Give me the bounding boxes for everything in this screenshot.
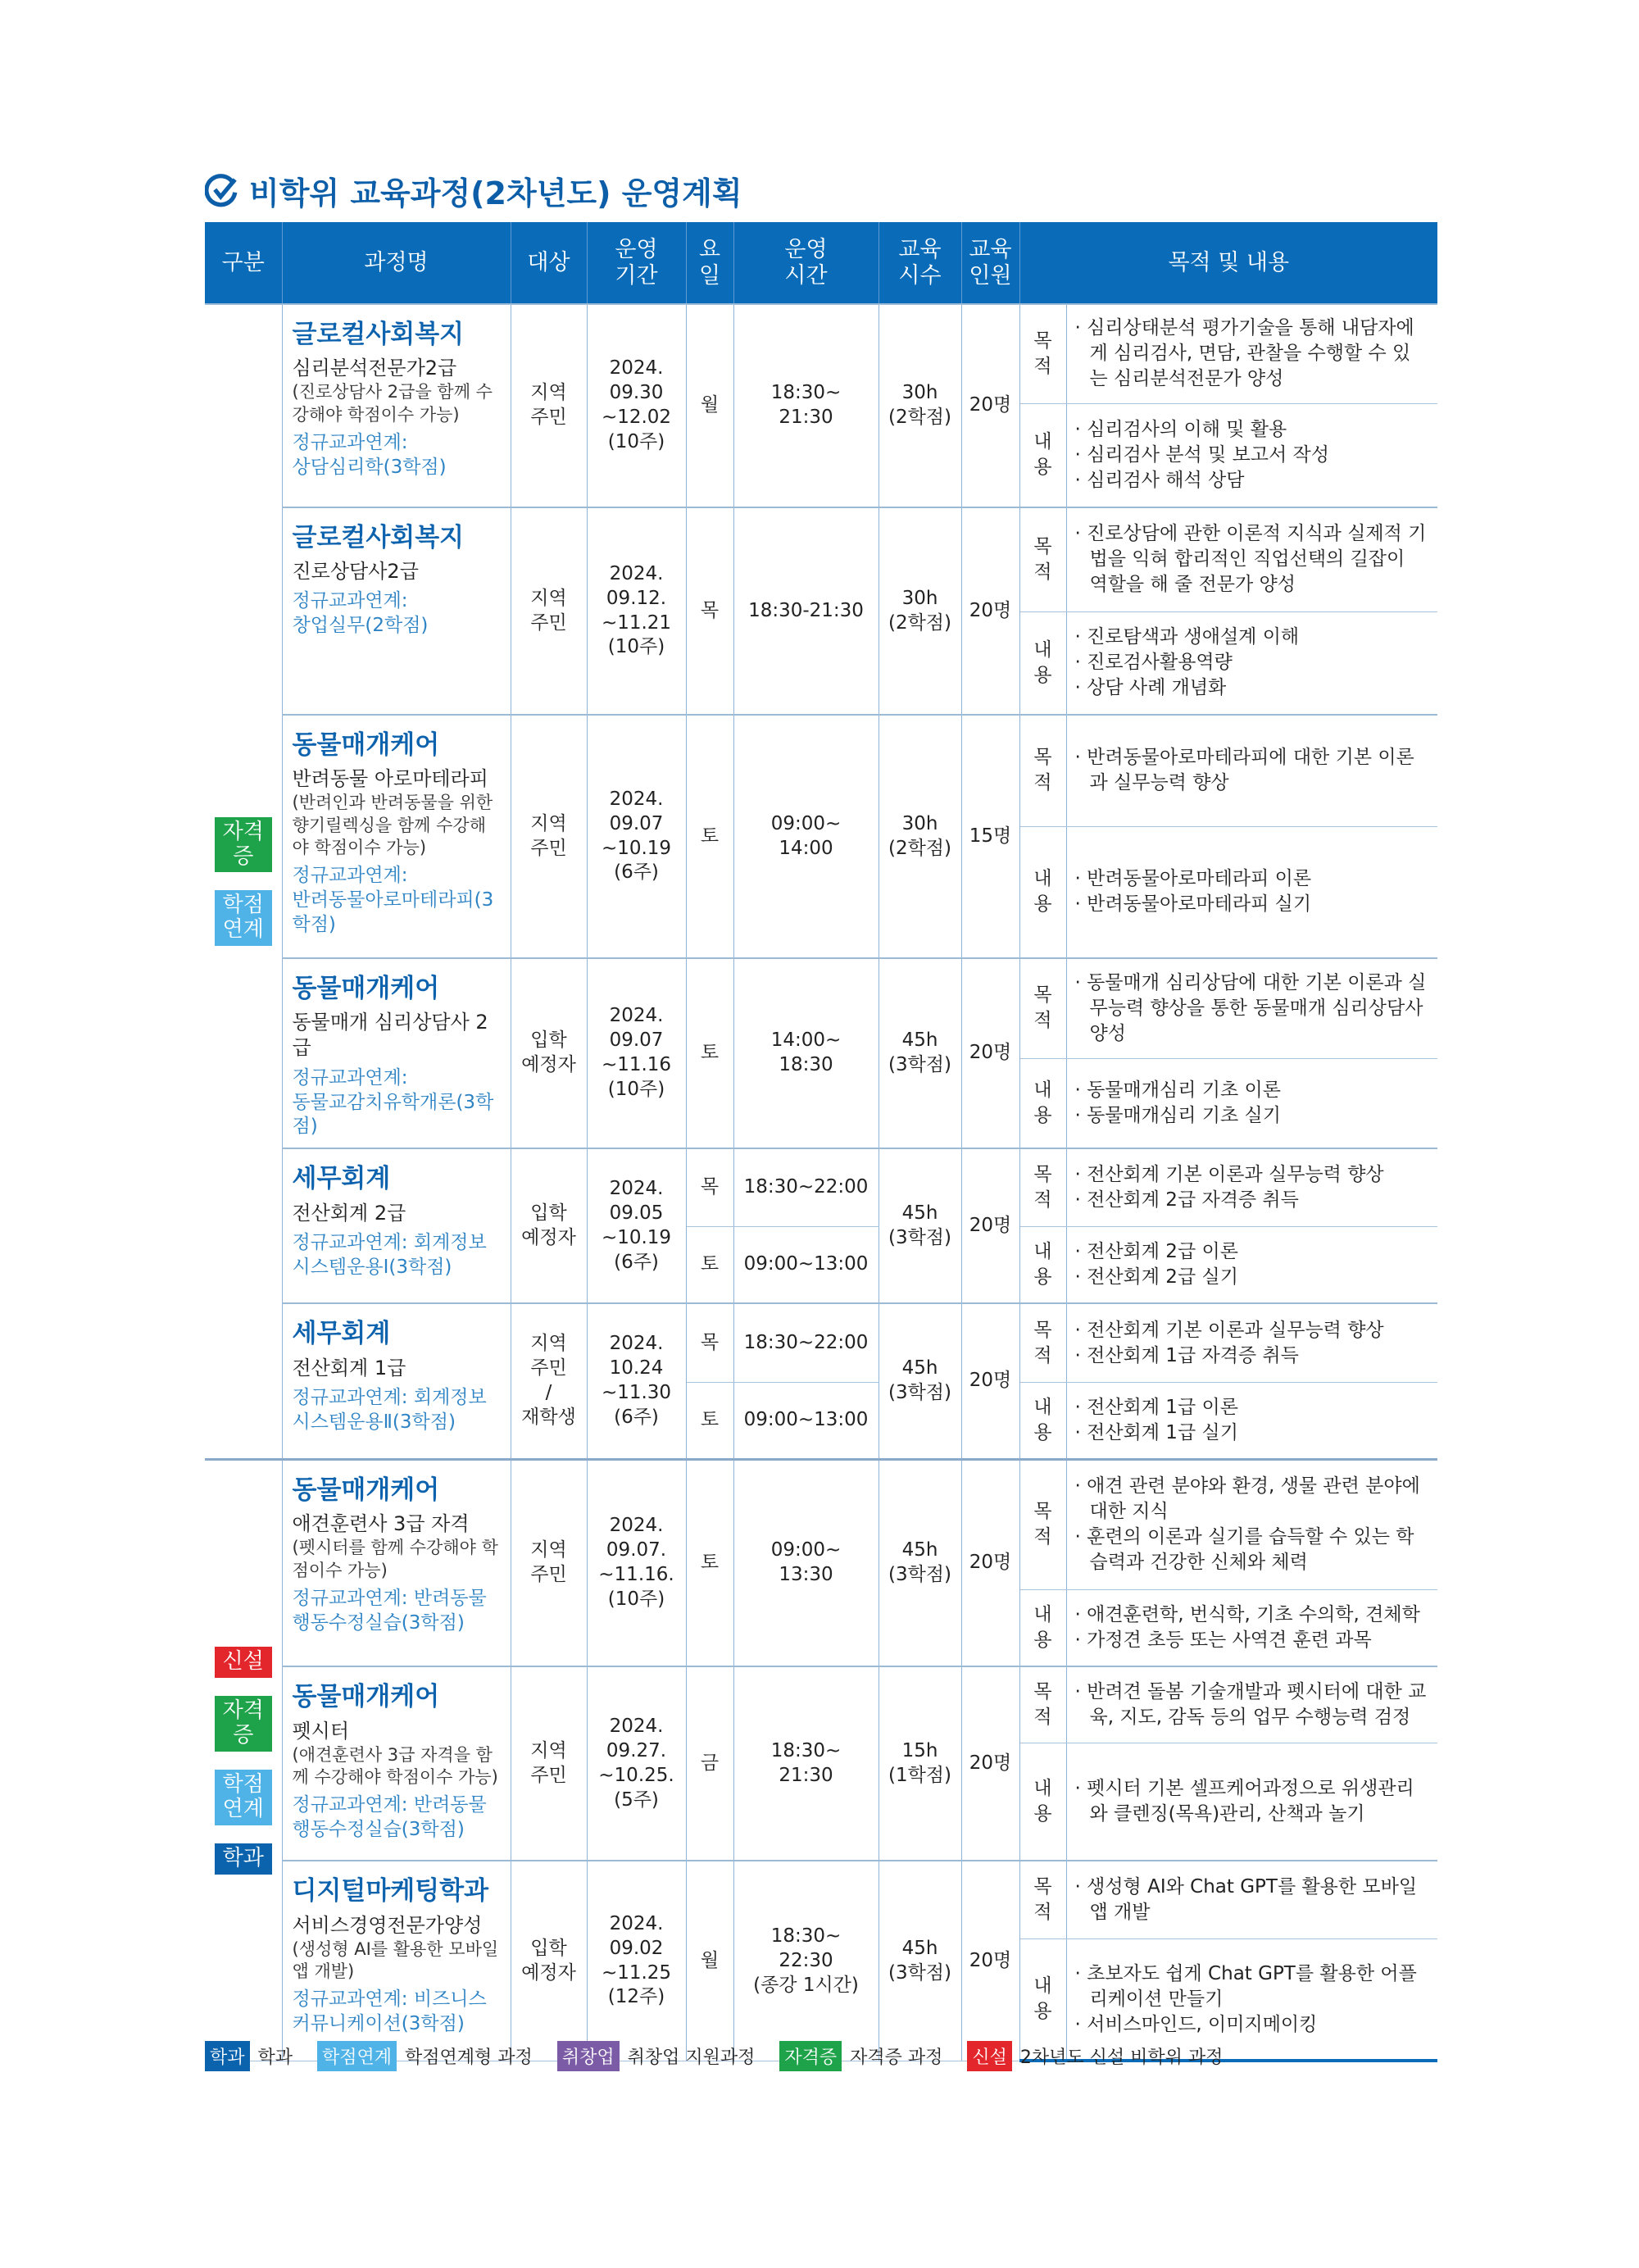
- hours-cell: 30h (2학점): [879, 304, 961, 507]
- column-header: 과정명: [282, 222, 511, 304]
- target-cell: 지역 주민: [511, 1459, 587, 1666]
- category-badges: [205, 1647, 282, 1874]
- content-item: · 반려동물아로마테라피 실기: [1075, 892, 1428, 917]
- purpose-content: [1066, 1148, 1437, 1226]
- course-subtitle: 펫시터: [292, 1719, 350, 1743]
- column-header: 운영 기간: [587, 222, 686, 304]
- people-cell: 15명: [961, 715, 1019, 958]
- period-cell: 2024. 09.12. ~11.21 (10주): [587, 507, 686, 715]
- purpose-content: [1066, 958, 1437, 1058]
- target-cell: 입학 예정자: [511, 958, 587, 1148]
- course-credit-link: 정규교과연계: 회계정보시스템운용Ⅱ(3학점): [292, 1386, 487, 1433]
- badge-학점연계: 학점 연계: [215, 890, 272, 946]
- purpose-label: 목 적: [1019, 507, 1066, 611]
- content-content: [1066, 403, 1437, 507]
- target-cell: 지역 주민: [511, 304, 587, 507]
- purpose-item: · 반려견 돌봄 기술개발과 펫시터에 대한 교육, 지도, 감독 등의 업무 수행능력 검정: [1075, 1679, 1428, 1730]
- purpose-item: · 심리상태분석 평가기술을 통해 내담자에게 심리검사, 면담, 관찰을 수행할 수 있는 심리분석전문가 양성: [1075, 316, 1428, 392]
- legend-text: 학점연계형 과정: [405, 2048, 533, 2068]
- content-content: [1066, 1058, 1437, 1148]
- content-label: 내 용: [1019, 403, 1066, 507]
- course-title: 글로컬사회복지: [292, 320, 465, 349]
- table-row: [205, 1666, 1437, 1743]
- course-note: (생성형 AI를 활용한 모바일앱 개발): [292, 1938, 499, 1982]
- purpose-item: · 전산회계 2급 자격증 취득: [1075, 1188, 1428, 1213]
- column-header: 운영 시간: [733, 222, 879, 304]
- course-credit-link: 정규교과연계: 창업실무(2학점): [292, 590, 429, 637]
- course-plan-table: [205, 222, 1437, 2062]
- people-cell: 20명: [961, 1861, 1019, 2061]
- course-name-cell: [282, 304, 511, 507]
- target-cell: 입학 예정자: [511, 1861, 587, 2061]
- column-header: 목적 및 내용: [1019, 222, 1437, 304]
- purpose-content: [1066, 507, 1437, 611]
- time-cell: 18:30~ 21:30: [733, 1666, 879, 1861]
- content-item: · 심리검사 분석 및 보고서 작성: [1075, 443, 1428, 468]
- purpose-label: 목 적: [1019, 1666, 1066, 1743]
- target-cell: 지역 주민: [511, 1666, 587, 1861]
- legend-badge: 학과: [205, 2041, 250, 2071]
- content-item: · 초보자도 쉽게 Chat GPT를 활용한 어플리케이션 만들기: [1075, 1961, 1428, 2012]
- content-item: · 반려동물아로마테라피 이론: [1075, 866, 1428, 892]
- day-cell: 토: [686, 715, 733, 958]
- hours-cell: 15h (1학점): [879, 1666, 961, 1861]
- course-title: 세무회계: [292, 1319, 391, 1349]
- content-label: 내 용: [1019, 826, 1066, 958]
- legend-badge: 취창업: [557, 2041, 620, 2071]
- purpose-item: · 전산회계 기본 이론과 실무능력 향상: [1075, 1162, 1428, 1188]
- content-content: [1066, 826, 1437, 958]
- course-credit-link: 정규교과연계: 반려동물아로마테라피(3학점): [292, 865, 494, 936]
- course-name-cell: [282, 715, 511, 958]
- table-row: [205, 1148, 1437, 1226]
- column-header: 교육 시수: [879, 222, 961, 304]
- content-item: · 전산회계 1급 실기: [1075, 1420, 1428, 1446]
- content-item: · 애견훈련학, 번식학, 기초 수의학, 견체학: [1075, 1602, 1428, 1628]
- content-item: · 전산회계 2급 이론: [1075, 1239, 1428, 1265]
- course-name-cell: [282, 1148, 511, 1303]
- purpose-item: · 전산회계 기본 이론과 실무능력 향상: [1075, 1318, 1428, 1343]
- day-cell: 월: [686, 1861, 733, 2061]
- purpose-label: 목 적: [1019, 1861, 1066, 1938]
- course-credit-link: 정규교과연계: 회계정보시스템운용Ⅰ(3학점): [292, 1231, 487, 1278]
- course-note: (반려인과 반려동물을 위한 향기릴렉싱을 함께 수강해야 학점이수 가능): [292, 793, 493, 858]
- content-item: · 가정견 초등 또는 사역견 훈련 과목: [1075, 1628, 1428, 1653]
- course-subtitle: 애견훈련사 3급 자격: [292, 1512, 470, 1536]
- purpose-content: [1066, 304, 1437, 403]
- purpose-label: 목 적: [1019, 304, 1066, 403]
- course-title: 세무회계: [292, 1164, 391, 1194]
- purpose-label: 목 적: [1019, 1303, 1066, 1382]
- badge-학과: 학과: [215, 1843, 272, 1875]
- period-cell: 2024. 09.02 ~11.25 (12주): [587, 1861, 686, 2061]
- category-badges: [205, 817, 282, 947]
- content-item: · 동물매개심리 기초 이론: [1075, 1078, 1428, 1103]
- purpose-content: [1066, 1459, 1437, 1589]
- check-circle-icon: [205, 174, 239, 208]
- course-name-cell: [282, 1303, 511, 1459]
- course-name-cell: [282, 958, 511, 1148]
- course-note: (펫시터를 함께 수강해야 학점이수 가능): [292, 1538, 498, 1580]
- legend-badge: 자격증: [779, 2041, 842, 2071]
- period-cell: 2024. 09.05 ~10.19 (6주): [587, 1148, 686, 1303]
- table-row: [205, 1459, 1437, 1589]
- page-title: [205, 168, 742, 213]
- legend-text: 취창업 지원과정: [627, 2048, 756, 2068]
- hours-cell: 45h (3학점): [879, 1303, 961, 1459]
- content-content: [1066, 1589, 1437, 1666]
- content-item: · 심리검사 해석 상담: [1075, 468, 1428, 493]
- table-header: [205, 222, 1437, 304]
- time-cell: 09:00~13:00: [733, 1382, 879, 1459]
- people-cell: 20명: [961, 958, 1019, 1148]
- day-cell: 목: [686, 1148, 733, 1226]
- content-label: 내 용: [1019, 1938, 1066, 2061]
- course-name-cell: [282, 507, 511, 715]
- day-cell: 목: [686, 1303, 733, 1382]
- content-label: 내 용: [1019, 1382, 1066, 1459]
- day-cell: 토: [686, 1226, 733, 1303]
- column-header: 구분: [205, 222, 282, 304]
- purpose-label: 목 적: [1019, 1148, 1066, 1226]
- course-name-cell: [282, 1666, 511, 1861]
- day-cell: 토: [686, 958, 733, 1148]
- content-item: · 전산회계 2급 실기: [1075, 1265, 1428, 1290]
- purpose-label: 목 적: [1019, 715, 1066, 826]
- table-row: [205, 304, 1437, 403]
- time-cell: 18:30~22:00: [733, 1148, 879, 1226]
- content-item: · 심리검사의 이해 및 활용: [1075, 417, 1428, 443]
- table-row: [205, 958, 1437, 1058]
- content-item: · 동물매개심리 기초 실기: [1075, 1103, 1428, 1129]
- course-title: 디지털마케팅학과: [292, 1876, 489, 1907]
- period-cell: 2024. 09.07. ~11.16. (10주): [587, 1459, 686, 1666]
- hours-cell: 45h (3학점): [879, 1861, 961, 2061]
- course-name-cell: [282, 1459, 511, 1666]
- purpose-label: 목 적: [1019, 1459, 1066, 1589]
- content-label: 내 용: [1019, 1226, 1066, 1303]
- legend-badge: 학점연계: [317, 2041, 397, 2071]
- content-content: [1066, 611, 1437, 715]
- course-subtitle: 심리분석전문가2급: [292, 357, 457, 380]
- table-row: [205, 715, 1437, 826]
- course-subtitle: 전산회계 2급: [292, 1201, 406, 1225]
- legend-text: 2차년도 신설 비학위 과정: [1019, 2048, 1224, 2068]
- content-content: [1066, 1382, 1437, 1459]
- course-subtitle: 동물매개 심리상담사 2급: [292, 1011, 488, 1060]
- hours-cell: 30h (2학점): [879, 715, 961, 958]
- content-label: 내 용: [1019, 1589, 1066, 1666]
- legend: [205, 2041, 1239, 2071]
- time-cell: 18:30~ 21:30: [733, 304, 879, 507]
- course-title: 글로컬사회복지: [292, 523, 465, 552]
- course-subtitle: 반려동물 아로마테라피: [292, 767, 488, 791]
- purpose-item: · 진로상담에 관한 이론적 지식과 실제적 기법을 익혀 합리적인 직업선택의 길잡이 역할을 해 줄 전문가 양성: [1075, 521, 1428, 598]
- hours-cell: 30h (2학점): [879, 507, 961, 715]
- period-cell: 2024. 09.30 ~12.02 (10주): [587, 304, 686, 507]
- people-cell: 20명: [961, 1148, 1019, 1303]
- period-cell: 2024. 09.07 ~11.16 (10주): [587, 958, 686, 1148]
- period-cell: 2024. 10.24 ~11.30 (6주): [587, 1303, 686, 1459]
- purpose-content: [1066, 1861, 1437, 1938]
- target-cell: 지역 주민: [511, 715, 587, 958]
- legend-text: 학과: [257, 2048, 293, 2068]
- day-cell: 토: [686, 1382, 733, 1459]
- content-label: 내 용: [1019, 1058, 1066, 1148]
- content-item: · 상담 사례 개념화: [1075, 675, 1428, 701]
- period-cell: 2024. 09.07 ~10.19 (6주): [587, 715, 686, 958]
- target-cell: 지역 주민: [511, 507, 587, 715]
- time-cell: 09:00~ 13:30: [733, 1459, 879, 1666]
- content-item: · 진로탐색과 생애설계 이해: [1075, 625, 1428, 650]
- purpose-item: · 전산회계 1급 자격증 취득: [1075, 1343, 1428, 1369]
- course-subtitle: 전산회계 1급: [292, 1356, 406, 1379]
- time-cell: 18:30~22:00: [733, 1303, 879, 1382]
- purpose-item: · 애견 관련 분야와 환경, 생물 관련 분야에 대한 지식: [1075, 1474, 1428, 1525]
- column-header: 대상: [511, 222, 587, 304]
- page-title-text: 비학위 교육과정(2차년도) 운영계획: [249, 175, 742, 211]
- purpose-content: [1066, 1666, 1437, 1743]
- course-credit-link: 정규교과연계: 반려동물행동수정실습(3학점): [292, 1587, 487, 1634]
- period-cell: 2024. 09.27. ~10.25. (5주): [587, 1666, 686, 1861]
- table-row: [205, 1303, 1437, 1382]
- day-cell: 월: [686, 304, 733, 507]
- content-item: · 전산회계 1급 이론: [1075, 1395, 1428, 1420]
- column-header: 요 일: [686, 222, 733, 304]
- badge-자격증: 자격증: [215, 1696, 272, 1752]
- time-cell: 14:00~ 18:30: [733, 958, 879, 1148]
- badge-학점연계: 학점 연계: [215, 1770, 272, 1825]
- purpose-label: 목 적: [1019, 958, 1066, 1058]
- day-cell: 토: [686, 1459, 733, 1666]
- target-cell: 지역 주민 / 재학생: [511, 1303, 587, 1459]
- content-content: [1066, 1226, 1437, 1303]
- table-row: [205, 507, 1437, 611]
- badge-자격증: 자격증: [215, 817, 272, 873]
- people-cell: 20명: [961, 1303, 1019, 1459]
- course-title: 동물매개케어: [292, 974, 440, 1003]
- course-credit-link: 정규교과연계: 동물교감치유학개론(3학점): [292, 1066, 494, 1138]
- people-cell: 20명: [961, 1666, 1019, 1861]
- hours-cell: 45h (3학점): [879, 958, 961, 1148]
- course-credit-link: 정규교과연계: 비즈니스커뮤니케이션(3학점): [292, 1988, 487, 2035]
- content-item: · 펫시터 기본 셀프케어과정으로 위생관리와 클렌징(목욕)관리, 산책과 놀기: [1075, 1776, 1428, 1827]
- course-title: 동물매개케어: [292, 730, 440, 760]
- badge-신설: 신설: [215, 1647, 272, 1678]
- content-label: 내 용: [1019, 1743, 1066, 1861]
- people-cell: 20명: [961, 304, 1019, 507]
- course-credit-link: 정규교과연계: 반려동물행동수정실습(3학점): [292, 1794, 487, 1841]
- time-cell: 18:30-21:30: [733, 507, 879, 715]
- time-cell: 18:30~ 22:30 (종강 1시간): [733, 1861, 879, 2061]
- course-credit-link: 정규교과연계: 상담심리학(3학점): [292, 432, 447, 478]
- purpose-item: · 생성형 AI와 Chat GPT를 활용한 모바일앱 개발: [1075, 1875, 1428, 1925]
- legend-text: 자격증 과정: [850, 2048, 943, 2068]
- day-cell: 금: [686, 1666, 733, 1861]
- day-cell: 목: [686, 507, 733, 715]
- content-content: [1066, 1743, 1437, 1861]
- course-title: 동물매개케어: [292, 1682, 440, 1712]
- course-title: 동물매개케어: [292, 1475, 440, 1505]
- purpose-content: [1066, 715, 1437, 826]
- time-cell: 09:00~ 14:00: [733, 715, 879, 958]
- course-name-cell: [282, 1861, 511, 2061]
- column-header: 교육 인원: [961, 222, 1019, 304]
- purpose-content: [1066, 1303, 1437, 1382]
- course-subtitle: 서비스경영전문가양성: [292, 1913, 483, 1937]
- legend-badge: 신설: [967, 2041, 1012, 2071]
- people-cell: 20명: [961, 1459, 1019, 1666]
- purpose-item: · 반려동물아로마테라피에 대한 기본 이론과 실무능력 향상: [1075, 745, 1428, 796]
- people-cell: 20명: [961, 507, 1019, 715]
- table-row: [205, 1861, 1437, 1938]
- hours-cell: 45h (3학점): [879, 1148, 961, 1303]
- content-label: 내 용: [1019, 611, 1066, 715]
- target-cell: 입학 예정자: [511, 1148, 587, 1303]
- category-cell: [205, 304, 282, 1459]
- purpose-item: · 동물매개 심리상담에 대한 기본 이론과 실무능력 향상을 통한 동물매개 심리상담사 양성: [1075, 970, 1428, 1047]
- content-item: · 서비스마인드, 이미지메이킹: [1075, 2012, 1428, 2038]
- hours-cell: 45h (3학점): [879, 1459, 961, 1666]
- course-note: (애견훈련사 3급 자격을 함께 수강해야 학점이수 가능): [292, 1744, 498, 1788]
- time-cell: 09:00~13:00: [733, 1226, 879, 1303]
- course-note: (진로상담사 2급을 함께 수강해야 학점이수 가능): [292, 382, 493, 425]
- course-subtitle: 진로상담사2급: [292, 560, 419, 584]
- content-item: · 진로검사활용역량: [1075, 650, 1428, 675]
- purpose-item: · 훈련의 이론과 실기를 습득할 수 있는 학습력과 건강한 신체와 체력: [1075, 1525, 1428, 1575]
- category-cell: [205, 1459, 282, 2061]
